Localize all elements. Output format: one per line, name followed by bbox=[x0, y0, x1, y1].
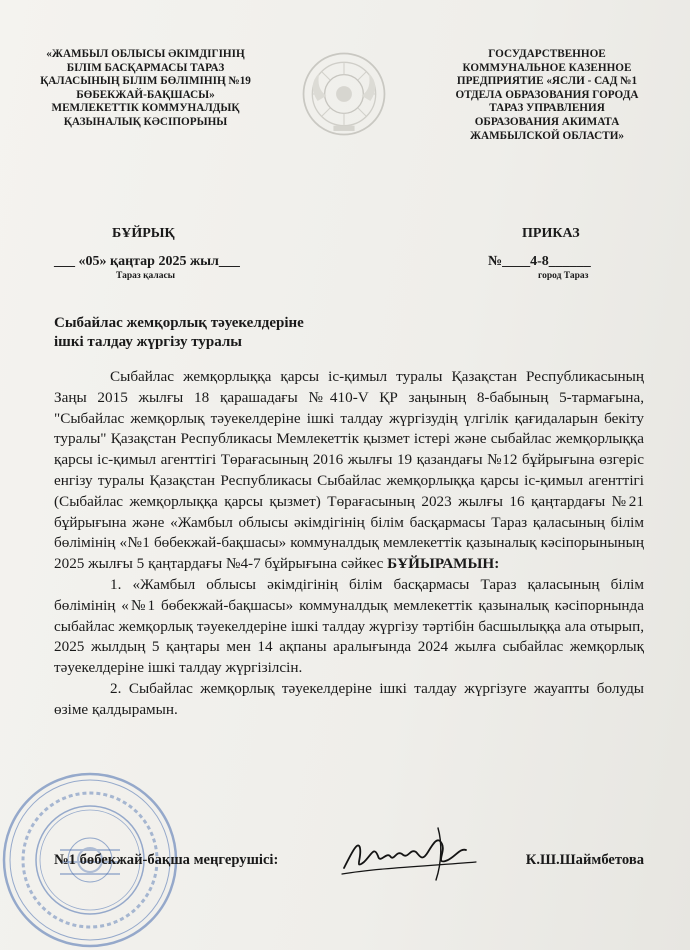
header-left-line: БӨБЕКЖАЙ-БАҚШАСЫ» bbox=[76, 88, 215, 101]
header-right-line: ПРЕДПРИЯТИЕ «ЯСЛИ - САД №1 bbox=[456, 75, 638, 88]
body-intro-text: Сыбайлас жемқорлыққа қарсы іс-қимыл туралы Қазақстан Республикасының Заңы 2015 жылғы 18 қарашадағы №410-V ҚР заңының 8-бабының 5-тармағына, "Сыбайлас жемқорлық тәуекелдеріне ішкі талдау жүргізудің үлгілік қағидаларын бекіту туралы" Қазақстан Республикасы Мемлекеттік қызмет істері және сыбайлас жемқорлыққа қарсы іс-қимыл агенттігі Төрағасының 2016 жылғы 19 қазандағы №12 бұйрығына өзгеріс енгізу туралы Қазақстан Республикасы Сыбайлас жемқорлыққа қарсы іс-қимыл агенттігі (Сыбайлас жемқорлыққа қарсы қызмет) Төрағасының 2023 жылғы 16 қаңтардағы №21 бұйрығына және «Жамбыл облысы әкімдігінің білім басқармасы Тараз қаласының білім бөлімінің «№1 бөбекжай-бақшасы» коммуналдық мемлекеттік қазыналық кәсіпорынының 2025 жылғы 5 қаңтардағы №4-7 бұйрығына сәйкес bbox=[54, 368, 644, 573]
header-right-line: ТАРАЗ УПРАВЛЕНИЯ bbox=[489, 102, 605, 115]
order-label-ru: ПРИКАЗ bbox=[522, 226, 580, 241]
body-intro-paragraph bbox=[54, 367, 644, 575]
header-right-line: ГОСУДАРСТВЕННОЕ bbox=[488, 48, 606, 60]
document-body bbox=[54, 367, 644, 721]
order-number-prefix: № bbox=[488, 254, 503, 269]
state-emblem-icon bbox=[300, 50, 388, 138]
order-label-kz: БҰЙРЫҚ bbox=[112, 226, 175, 241]
title-line: Сыбайлас жемқорлық тәуекелдеріне bbox=[54, 315, 304, 331]
city-ru: город Тараз bbox=[538, 271, 589, 281]
header-right-line: ОТДЕЛА ОБРАЗОВАНИЯ ГОРОДА bbox=[455, 88, 639, 101]
order-date: ___ «05» қаңтар 2025 жыл___ bbox=[54, 254, 240, 269]
order-number-value: ____4-8______ bbox=[502, 254, 591, 269]
body-item-1: 1. «Жамбыл облысы әкімдігінің білім басқармасы Тараз қаласының білім бөлімінің «№1 бөбекжай-бақшасы» коммуналдық мемлекеттік қазыналық кәсіпорнында сыбайлас жемқорлық тәуекелдеріне ішкі талдау жүргізу тәртібін басшылыққа ала отырып, 2025 жылдың 5 қаңтары мен 14 ақпаны аралығында 2024 жылға сыбайлас жемқорлық тәуекелдеріне ішкі талдау жүргізілсін. bbox=[54, 575, 644, 677]
signature-row bbox=[54, 852, 644, 874]
header-right-line: ЖАМБЫЛСКОЙ ОБЛАСТИ» bbox=[469, 129, 625, 142]
header-right-line: ОБРАЗОВАНИЯ АКИМАТА bbox=[474, 115, 620, 128]
header-left-line: ҚАЛАСЫНЫҢ БІЛІМ БӨЛІМІНІҢ №19 bbox=[40, 75, 251, 88]
header-left-kz bbox=[28, 48, 263, 130]
header-left-line: ҚАЗЫНАЛЫҚ КӘСІПОРЫНЫ bbox=[63, 115, 228, 128]
order-number bbox=[488, 254, 591, 270]
header-right-ru bbox=[432, 48, 662, 143]
body-item-2: 2. Сыбайлас жемқорлық тәуекелдеріне ішкі талдау жүргізуге жауапты болуды өзіме қалдырамын. bbox=[54, 679, 644, 718]
header-left-line: МЕМЛЕКЕТТІК КОММУНАЛДЫҚ bbox=[51, 102, 240, 115]
body-command: БҰЙЫРАМЫН: bbox=[387, 555, 500, 573]
header-left-line: «ЖАМБЫЛ ОБЛЫСЫ ӘКІМДІГІНІҢ bbox=[46, 48, 245, 60]
header-right-line: КОММУНАЛЬНОЕ КАЗЕННОЕ bbox=[462, 61, 632, 74]
signer-position: №1 бөбекжай-бақша меңгерушісі: bbox=[54, 852, 279, 868]
signer-name: К.Ш.Шаймбетова bbox=[525, 852, 644, 868]
document-title bbox=[54, 314, 454, 352]
header-left-line: БІЛІМ БАСҚАРМАСЫ ТАРАЗ bbox=[66, 61, 225, 74]
title-line: ішкі талдау жүргізу туралы bbox=[54, 334, 242, 350]
city-kz: Тараз қаласы bbox=[116, 271, 176, 281]
